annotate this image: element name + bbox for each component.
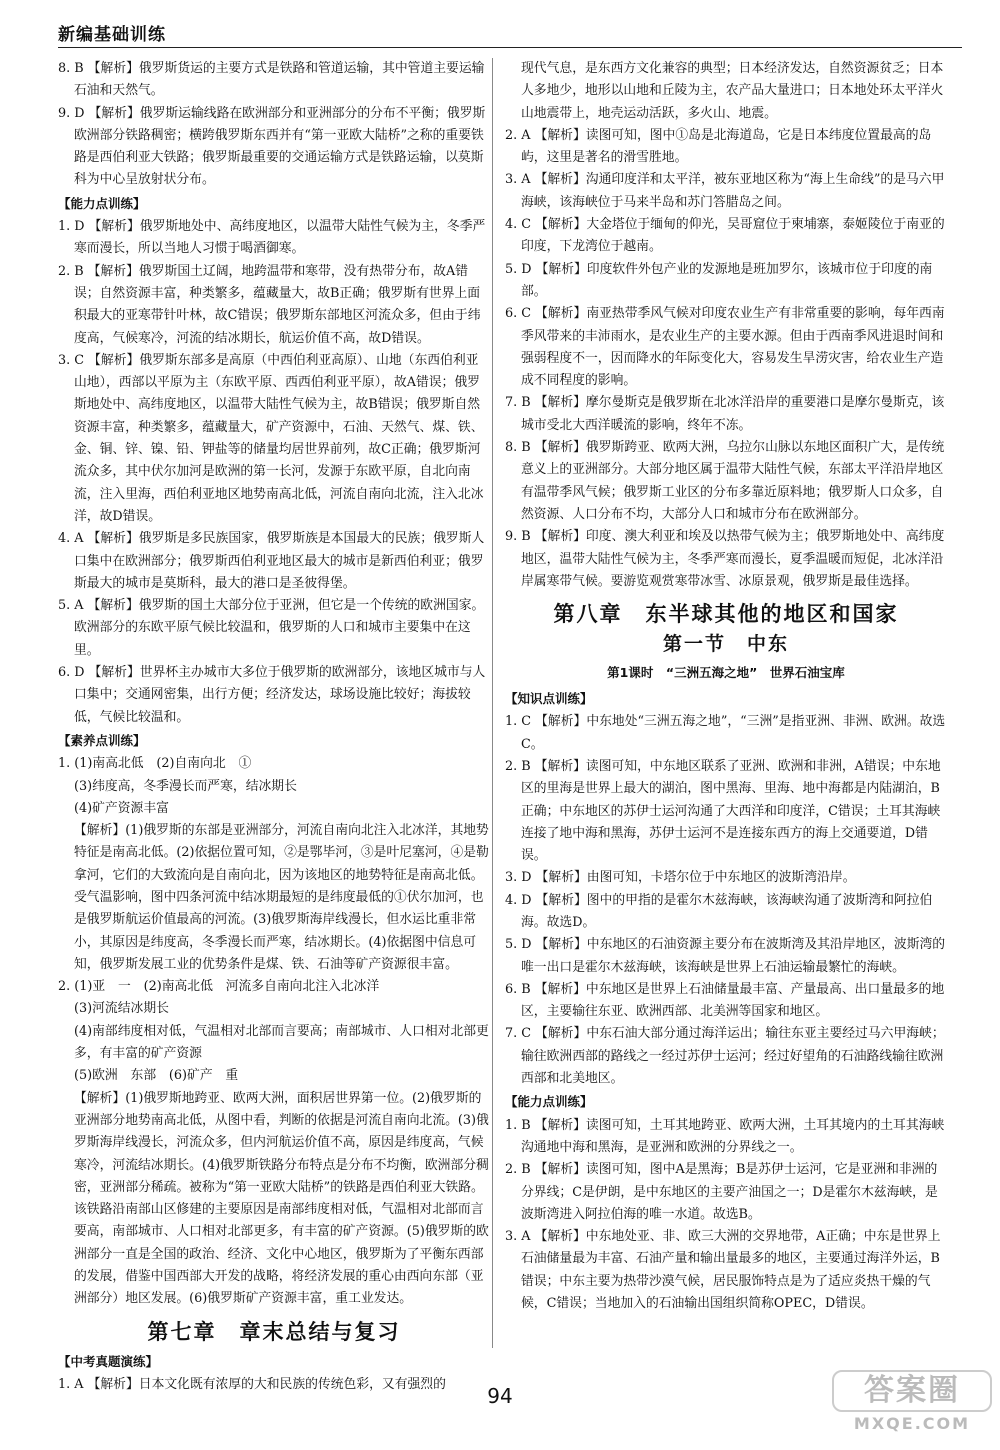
answer-detail: 【解析】(1)俄罗斯地跨亚、欧两大洲，面积居世界第一位。(2)俄罗斯的亚洲部分地势南高北低，从图中看，判断的依据是河流自南向北流。(3)俄罗斯海岸线漫长，河流众多，但内河航运价值不高，原因是纬度高，气候寒冷，河流结冰期长。(4)俄罗斯铁路分布特点是分布不均衡，欧洲部分稠密，亚洲部分稀疏。被称为“第一亚欧大陆桥”的铁路是西伯利亚大铁路。该铁路沿南部山区修建的主要原因是南部纬度相对低，气温相对北部而言要高，南部城市、人口相对北部更多，有丰富的矿产资源。(5)俄罗斯的欧洲部分一直是全国的政治、经济、文化中心地区，俄罗斯为了平衡东西部的发展，借鉴中国西部大开发的战略，将经济发展的重心由西向东部（亚洲部分）地区发展。(6)俄罗斯矿产资源丰富，重工业发达。 — [74, 1090, 489, 1307]
answer-item: 5. D 【解析】印度软件外包产业的发源地是班加罗尔，该城市位于印度的南部。 — [505, 261, 933, 299]
watermark-logo-bottom: MXQE.COM — [853, 1414, 971, 1433]
book-header-title: 新编基础训练 — [58, 25, 166, 45]
page-number: 94 — [487, 1384, 513, 1408]
watermark-logo — [832, 1370, 992, 1440]
column-divider — [492, 58, 493, 1348]
answer-item: 2. (1)亚 一 (2)南高北低 河流多自南向北注入北冰洋 — [58, 979, 380, 995]
answer-item: 6. B 【解析】中东地区是世界上石油储量最丰富、产量最高、出口量最多的地区，主要输往东亚、欧洲西部、北美洲等国家和地区。 — [505, 981, 945, 1020]
chapter-heading: 第八章 东半球其他的地区和国家 — [553, 602, 899, 627]
answer-item: 2. B 【解析】俄罗斯国土辽阔，地跨温带和寒带，没有热带分布，故A错误；自然资源丰富，种类繁多，蕴藏量大，故B正确；俄罗斯有世界上面积最大的亚寒带针叶林，故C错误；俄罗斯东部地区河流众多，但由于纬度高，气候寒冷，河流的结冰期长，航运价值不高，故D错误。 — [58, 263, 481, 346]
section-label: 【知识点训练】 — [505, 691, 593, 707]
answer-item: 2. B 【解析】读图可知，中东地区联系了亚洲、欧洲和非洲，A错误；中东地区的里海是世界上最大的湖泊，图中黑海、里海、地中海都是内陆湖泊，B正确；中东地区的苏伊士运河沟通了大西洋和印度洋，C错误；土耳其海峡连接了地中海和黑海，苏伊士运河不是连接东西方的海上交通要道，D错误。 — [505, 758, 941, 864]
answer-item: 1. (1)南高北低 (2)自南向北 ① — [58, 756, 252, 772]
answer-item: 1. A 【解析】日本文化既有浓厚的大和民族的传统色彩，又有强烈的 — [58, 1377, 446, 1393]
answer-item: 2. A 【解析】读图可知，图中①岛是北海道岛，它是日本纬度位置最高的岛屿，这里是著名的滑雪胜地。 — [505, 127, 932, 166]
chapter-heading: 第七章 章末总结与复习 — [147, 1319, 401, 1344]
answer-item: 1. B 【解析】读图可知，土耳其地跨亚、欧两大洲，土耳其境内的土耳其海峡沟通地中海和黑海，是亚洲和欧洲的分界线之一。 — [505, 1117, 945, 1155]
answer-item: 9. D 【解析】俄罗斯运输线路在欧洲部分和亚洲部分的分布不平衡；俄罗斯欧洲部分铁路稠密；横跨俄罗斯东西并有“第一亚欧大陆桥”之称的重要铁路是西伯利亚大铁路；俄罗斯最重要的交通运输方式是铁路运输，以莫斯科为中心呈放射状分布。 — [58, 105, 486, 188]
answer-detail: (4)南部纬度相对低，气温相对北部而言要高；南部城市、人口相对北部更多，有丰富的矿产资源 — [74, 1023, 489, 1062]
answer-item: 6. D 【解析】世界杯主办城市大多位于俄罗斯的欧洲部分，该地区城市与人口集中；交通网密集，出行方便；经济发达，球场设施比较好；海拔较低，气候比较温和。 — [58, 665, 486, 725]
answer-item: 1. D 【解析】俄罗斯地处中、高纬度地区，以温带大陆性气候为主，冬季严寒而漫长，所以当地人习惯于喝酒御寒。 — [58, 219, 486, 257]
answer-item: 6. C 【解析】南亚热带季风气候对印度农业生产有非常重要的影响，每年西南季风带来的丰沛雨水，是农业生产的主要水源。但由于西南季风进退时间和强弱程度不一，因而降水的年际变化大，容易发生旱涝灾害，给农业生产造成不同程度的影响。 — [505, 306, 945, 389]
section-label: 【能力点训练】 — [58, 195, 146, 211]
answer-item: 8. B 【解析】俄罗斯货运的主要方式是铁路和管道运输，其中管道主要运输石油和天然气。 — [58, 61, 485, 99]
answer-detail: 【解析】(1)俄罗斯的东部是亚洲部分，河流自南向北注入北冰洋，其地势特征是南高北低。(2)依据位置可知，②是鄂毕河，③是叶尼塞河，④是勒拿河，它们的大致流向是自南向北，因为该地区的地势特征是南高北低。受气温影响，图中四条河流中结冰期最短的是纬度最低的①伏尔加河，也是俄罗斯航运价值最高的河流。(3)俄罗斯海岸线漫长，但水运比重非常小，其原因是纬度高，冬季漫长而严寒，结冰期长。(4)依据图中信息可知，俄罗斯发展工业的优势条件是煤、铁、石油等矿产资源很丰富。 — [74, 823, 489, 972]
header-rule — [58, 47, 962, 48]
answer-item: 5. D 【解析】中东地区的石油资源主要分布在波斯湾及其沿岸地区，波斯湾的唯一出口是霍尔木兹海峡，该海峡是世界上石油运输最繁忙的海峡。 — [505, 937, 946, 975]
answer-item: 4. D 【解析】图中的甲指的是霍尔木兹海峡，该海峡沟通了波斯湾和阿拉伯海。故选D。 — [505, 892, 933, 930]
answer-item: 9. B 【解析】印度、澳大利亚和埃及以热带气候为主；俄罗斯地处中、高纬度地区，温带大陆性气候为主，冬季严寒而漫长，夏季温暖而短促，北冰洋沿岸属寒带气候。要游览观赏寒带冰雪、冰原景观，俄罗斯是最佳选择。 — [505, 529, 945, 589]
answer-item: 3. A 【解析】中东地处亚、非、欧三大洲的交界地带，A正确；中东是世界上石油储量最为丰富、石油产量和输出量最多的地区，主要通过海洋外运，B错误；中东主要为热带沙漠气候，居民服饰特点是为了适应炎热干燥的气候，C错误；当地加入的石油输出国组织简称OPEC，D错误。 — [505, 1229, 941, 1312]
section-label: 【能力点训练】 — [505, 1094, 593, 1110]
answer-item: 7. C 【解析】中东石油大部分通过海洋运出；输往东亚主要经过马六甲海峡；输往欧洲西部的路线之一经过苏伊士运河；经过好望角的石油路线输往欧洲西部和北美地区。 — [505, 1026, 945, 1087]
answer-detail: (3)纬度高，冬季漫长而严寒，结冰期长 — [74, 778, 297, 794]
answer-item: 4. A 【解析】俄罗斯是多民族国家，俄罗斯族是本国最大的民族；俄罗斯人口集中在欧洲部分；俄罗斯西伯利亚地区最大的城市是新西伯利亚；俄罗斯最大的城市是莫斯科，最大的港口是圣彼得堡。 — [58, 531, 485, 591]
answer-detail: 现代气息，是东西方文化兼容的典型；日本经济发达，自然资源贫乏；日本人多地少，地形以山地和丘陵为主，农产品大量进口；日本地处环太平洋火山地震带上，地壳运动活跃，多火山、地震。 — [521, 61, 944, 121]
section-heading: 第一节 中东 — [662, 633, 789, 656]
answer-item: 3. A 【解析】沟通印度洋和太平洋，被东亚地区称为“海上生命线”的是马六甲海峡，该海峡位于马来半岛和苏门答腊岛之间。 — [505, 172, 945, 210]
watermark-logo-top: 答案圈 — [832, 1370, 992, 1412]
answer-detail: (4)矿产资源丰富 — [74, 800, 169, 816]
answer-item: 4. C 【解析】大金塔位于缅甸的仰光，吴哥窟位于柬埔寨，泰姬陵位于南亚的印度，下龙湾位于越南。 — [505, 217, 945, 255]
left-column — [58, 58, 490, 1397]
lesson-heading: 第1课时 “三洲五海之地” 世界石油宝库 — [607, 664, 845, 680]
answer-detail: (5)欧洲 东部 (6)矿产 重 — [74, 1068, 239, 1084]
section-label: 【中考真题演练】 — [58, 1353, 159, 1369]
answer-item: 8. B 【解析】俄罗斯跨亚、欧两大洲，乌拉尔山脉以东地区面积广大，是传统意义上的亚洲部分。大部分地区属于温带大陆性气候，东部太平洋沿岸地区有温带季风气候；俄罗斯工业区的分布多靠近原料地；俄罗斯人口众多，自然资源、人口分布不均，大部分人口和城市分布在欧洲部分。 — [505, 440, 945, 522]
answer-item: 2. B 【解析】读图可知，图中A是黑海；B是苏伊士运河，它是亚洲和非洲的分界线；C是伊朗，是中东地区的主要产油国之一；D是霍尔木兹海峡，是波斯湾进入阿拉伯海的唯一水道。故选B。 — [505, 1162, 938, 1222]
answer-item: 1. C 【解析】中东地处“三洲五海之地”，“三洲”是指亚洲、非洲、欧洲。故选C。 — [505, 714, 946, 752]
answer-detail: (3)河流结冰期长 — [74, 1001, 169, 1017]
answer-item: 5. A 【解析】俄罗斯的国土大部分位于亚洲，但它是一个传统的欧洲国家。欧洲部分的东欧平原气候比较温和，俄罗斯的人口和城市主要集中在这里。 — [58, 598, 485, 658]
section-label: 【素养点训练】 — [58, 732, 146, 748]
answer-item: 3. C 【解析】俄罗斯东部多是高原（中西伯利亚高原）、山地（东西伯利亚山地），西部以平原为主（东欧平原、西西伯利亚平原），故A错误；俄罗斯地处中、高纬度地区，以温带大陆性气候为主，故B错误；俄罗斯自然资源丰富，种类繁多，蕴藏量大，矿产资源中，石油、天然气、煤、铁、金、铜、锌、镍、铅、钾盐等的储量均居世界前列，故C正确；俄罗斯河流众多，其中伏尔加河是欧洲的第一长河，发源于东欧平原，自北向南流，注入里海，西伯利亚地区地势南高北低，河流自南向北流，注入北冰洋，故D错误。 — [58, 352, 484, 524]
answer-item: 3. D 【解析】由图可知，卡塔尔位于中东地区的波斯湾沿岸。 — [505, 870, 856, 886]
right-column — [505, 58, 947, 1315]
answer-item: 7. B 【解析】摩尔曼斯克是俄罗斯在北冰洋沿岸的重要港口是摩尔曼斯克，该城市受北大西洋暖流的影响，终年不冻。 — [505, 395, 945, 433]
